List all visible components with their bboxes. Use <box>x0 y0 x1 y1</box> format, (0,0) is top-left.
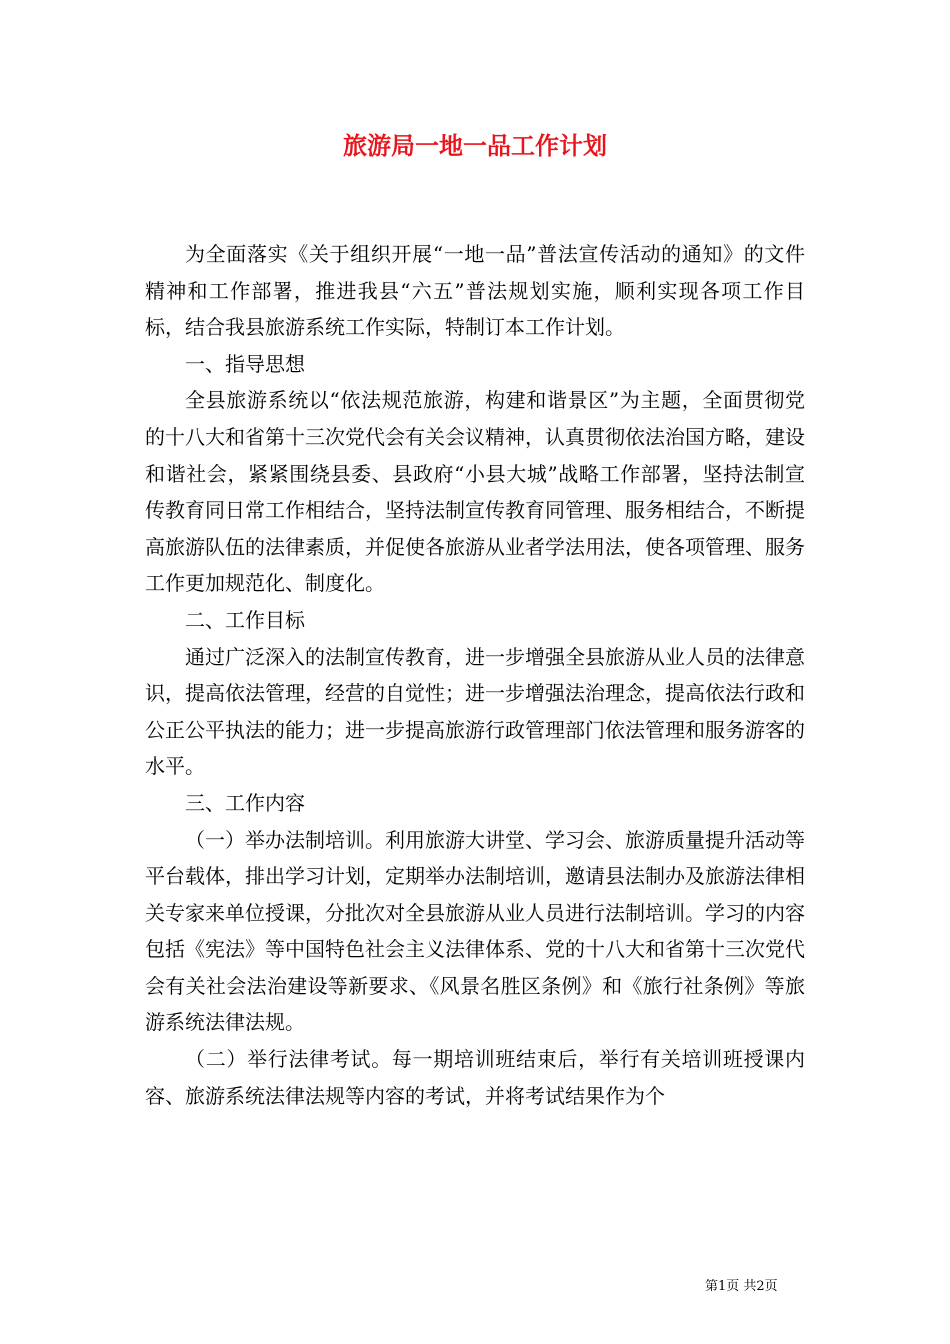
page-number: 第1页 共2页 <box>705 1279 778 1294</box>
paragraph-guiding-ideology: 全县旅游系统以“依法规范旅游，构建和谐景区”为主题，全面贯彻党的十八大和省第十三次党代会有关会议精神，认真贯彻依法治国方略，建设和谐社会，紧紧围绕县委、县政府“小县大城”战略工作部署，坚持法制宣传教育同日常工作相结合，坚持法制宣传教育同管理、服务相结合，不断提高旅游队伍的法律素质，并促使各旅游从业者学法用法，使各项管理、服务工作更加规范化、制度化。 <box>145 388 805 596</box>
paragraph-legal-training: （一）举办法制培训。利用旅游大讲堂、学习会、旅游质量提升活动等平台载体，排出学习计划，定期举办法制培训，邀请县法制办及旅游法律相关专家来单位授课，分批次对全县旅游从业人员进行法制培训。学习的内容包括《宪法》等中国特色社会主义法律体系、党的十八大和省第十三次党代会有关社会法治建设等新要求、《风景名胜区条例》和《旅行社条例》等旅游系统法律法规。 <box>145 827 805 1035</box>
document-title: 旅游局一地一品工作计划 <box>343 131 607 160</box>
section-heading-guiding-ideology: 一、指导思想 <box>185 351 305 376</box>
section-heading-work-content: 三、工作内容 <box>185 790 305 815</box>
document-body <box>145 236 805 1114</box>
paragraph-intro: 为全面落实《关于组织开展“一地一品”普法宣传活动的通知》的文件精神和工作部署，推进我县“六五”普法规划实施，顺利实现各项工作目标，结合我县旅游系统工作实际，特制订本工作计划。 <box>145 242 805 340</box>
paragraph-work-goals: 通过广泛深入的法制宣传教育，进一步增强全县旅游从业人员的法律意识，提高依法管理，经营的自觉性；进一步增强法治理念，提高依法行政和公正公平执法的能力；进一步提高旅游行政管理部门依法管理和服务游客的水平。 <box>145 644 805 779</box>
paragraph-legal-exam: （二）举行法律考试。每一期培训班结束后，举行有关培训班授课内容、旅游系统法律法规等内容的考试，并将考试结果作为个 <box>145 1047 805 1108</box>
section-heading-work-goals: 二、工作目标 <box>185 607 305 632</box>
